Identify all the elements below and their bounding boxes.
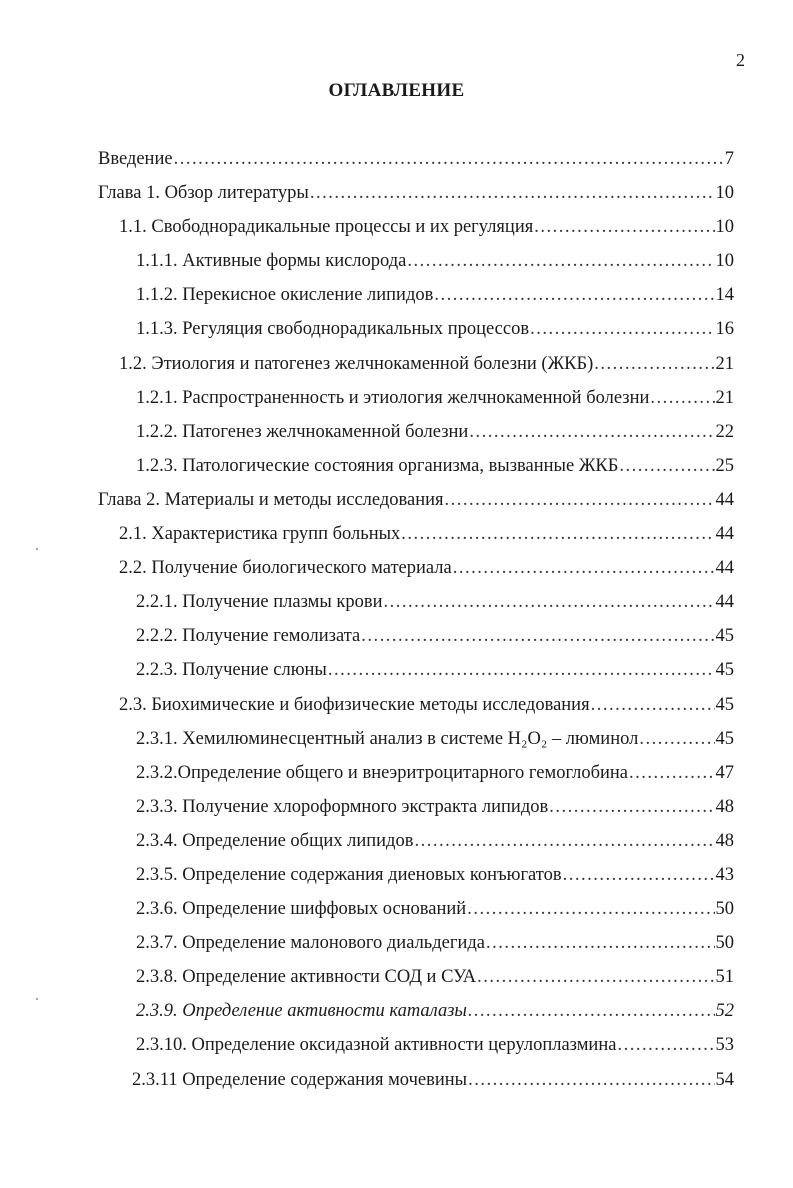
dot-leader	[174, 142, 724, 176]
toc-entry-page: 7	[724, 149, 734, 169]
dot-leader	[549, 790, 714, 824]
toc-entry-2-3-1[interactable]	[98, 722, 734, 756]
toc-entry-text: 1.2.1. Распространенность и этиология желчнокаменной болезни	[136, 387, 650, 408]
toc-entry-page: 44	[715, 489, 734, 510]
toc-entry-text: 1.1.1. Активные формы кислорода	[136, 251, 407, 272]
toc-entry-1-2[interactable]	[98, 347, 734, 381]
toc-entry-page: 14	[715, 285, 734, 306]
dot-leader	[534, 210, 714, 244]
toc-entry-page: 50	[715, 933, 734, 954]
toc-entry-text: 1.1. Свободнорадикальные процессы и их регуляция	[119, 217, 534, 238]
toc-entry-chapter-2[interactable]	[98, 483, 734, 517]
dot-leader	[434, 278, 714, 312]
toc-entry-2-3-11[interactable]	[98, 1063, 734, 1097]
toc-entry-2-2[interactable]	[98, 551, 734, 585]
dot-leader	[401, 517, 714, 551]
toc-entry-2-1[interactable]	[98, 517, 734, 551]
scan-speck	[36, 998, 38, 1000]
toc-entry-page: 45	[715, 728, 734, 749]
toc-entry-page: 10	[715, 251, 734, 272]
toc-entry-text: Глава 1. Обзор литературы	[98, 183, 309, 204]
toc-entry-text: 2.3.6. Определение шиффовых оснований	[136, 899, 467, 920]
toc-entry-2-2-3[interactable]	[98, 653, 734, 687]
toc-entry-text: 1.2.2. Патогенез желчнокаменной болезни	[136, 421, 469, 442]
toc-entry-text: 2.3.9. Определение активности каталазы	[136, 1001, 467, 1022]
toc-entry-1-1[interactable]	[98, 210, 734, 244]
dot-leader	[530, 312, 714, 346]
toc-entry-text: 2.2. Получение биологического материала	[119, 558, 452, 579]
toc-entry-2-3-5[interactable]	[98, 858, 734, 892]
toc-entry-page: 48	[715, 796, 734, 817]
page-number: 2	[736, 50, 745, 70]
toc-entry-2-3-6[interactable]	[98, 892, 734, 926]
toc-entry-text: 2.3.2.Определение общего и внеэритроцитарного гемоглобина	[136, 762, 628, 783]
toc-entry-page: 44	[715, 592, 734, 613]
toc-entry-page: 22	[715, 421, 734, 442]
toc-entry-2-3-7[interactable]	[98, 926, 734, 960]
toc-entry-page: 10	[715, 183, 734, 204]
dot-leader	[629, 756, 715, 790]
dot-leader	[594, 347, 714, 381]
toc-entry-page: 45	[715, 660, 734, 681]
toc-entry-text: 2.3.10. Определение оксидазной активности церулоплазмина	[136, 1035, 617, 1056]
toc-entry-text: Введение	[98, 149, 173, 169]
dot-leader	[563, 858, 715, 892]
page-title: ОГЛАВЛЕНИЕ	[328, 80, 465, 101]
toc-entry-page: 10	[715, 217, 734, 238]
toc-entry-introduction[interactable]	[98, 142, 734, 176]
dot-leader	[310, 176, 715, 210]
dot-leader	[468, 1063, 714, 1097]
toc-entry-text: 2.3.1. Хемилюминесцентный анализ в системе H₂O₂ – люминол	[136, 728, 639, 749]
dot-leader	[591, 688, 715, 722]
toc-entry-page: 45	[715, 626, 734, 647]
dot-leader	[469, 415, 714, 449]
toc-entry-text: 2.3.11 Определение содержания мочевины	[132, 1069, 468, 1090]
dot-leader	[486, 926, 715, 960]
toc-entry-text: 2.2.3. Получение слюны	[136, 660, 327, 681]
toc-entry-1-1-2[interactable]	[98, 278, 734, 312]
toc-entry-page: 50	[715, 899, 734, 920]
toc-entry-1-2-2[interactable]	[98, 415, 734, 449]
toc-entry-1-1-3[interactable]	[98, 312, 734, 346]
scan-speck	[36, 548, 38, 550]
toc-entry-2-3-10[interactable]	[98, 1028, 734, 1062]
dot-leader	[414, 824, 714, 858]
toc-entry-page: 54	[715, 1069, 734, 1090]
toc-entry-2-3[interactable]	[98, 688, 734, 722]
toc-entry-page: 21	[715, 387, 734, 408]
toc-entry-page: 25	[715, 455, 734, 476]
dot-leader	[384, 585, 715, 619]
toc-entry-text: 1.2.3. Патологические состояния организма, вызванные ЖКБ	[136, 455, 619, 476]
toc-entry-page: 44	[715, 558, 734, 579]
toc-entry-text: 2.3.7. Определение малонового диальдегида	[136, 933, 485, 954]
dot-leader	[361, 619, 714, 653]
toc-entry-page: 21	[715, 353, 734, 374]
dot-leader	[617, 1028, 714, 1062]
dot-leader	[453, 551, 715, 585]
toc-entry-text: 2.3.3. Получение хлороформного экстракта липидов	[136, 796, 549, 817]
dot-leader	[467, 892, 714, 926]
dot-leader	[328, 653, 715, 687]
dot-leader	[619, 449, 714, 483]
toc-entry-chapter-1[interactable]	[98, 176, 734, 210]
toc-entry-text: 2.3. Биохимические и биофизические методы исследования	[119, 694, 590, 715]
toc-entry-page: 51	[715, 967, 734, 988]
toc-entry-1-2-3[interactable]	[98, 449, 734, 483]
toc-entry-text: 2.2.2. Получение гемолизата	[136, 626, 361, 647]
dot-leader	[650, 381, 714, 415]
toc-entry-page: 43	[715, 864, 734, 885]
toc-entry-text: 2.3.4. Определение общих липидов	[136, 830, 414, 851]
toc-entry-2-3-8[interactable]	[98, 960, 734, 994]
toc-entry-text: 1.1.3. Регуляция свободнорадикальных процессов	[136, 319, 530, 340]
toc-entry-page: 44	[715, 524, 734, 545]
toc-entry-text: 1.1.2. Перекисное окисление липидов	[136, 285, 434, 306]
table-of-contents	[98, 142, 734, 1097]
toc-entry-text: Глава 2. Материалы и методы исследования	[98, 489, 444, 510]
toc-entry-2-3-4[interactable]	[98, 824, 734, 858]
toc-entry-1-1-1[interactable]	[98, 244, 734, 278]
dot-leader	[407, 244, 714, 278]
toc-entry-1-2-1[interactable]	[98, 381, 734, 415]
toc-entry-text: 2.3.8. Определение активности СОД и СУА	[136, 967, 477, 988]
toc-entry-text: 2.3.5. Определение содержания диеновых конъюгатов	[136, 864, 562, 885]
toc-entry-2-2-1[interactable]	[98, 585, 734, 619]
toc-entry-text: 2.2.1. Получение плазмы крови	[136, 592, 383, 613]
dot-leader	[477, 960, 714, 994]
toc-entry-2-2-2[interactable]	[98, 619, 734, 653]
toc-entry-page: 52	[715, 1001, 734, 1022]
dot-leader	[468, 994, 715, 1028]
toc-entry-page: 53	[715, 1035, 734, 1056]
toc-entry-page: 48	[715, 830, 734, 851]
toc-entry-text: 2.1. Характеристика групп больных	[119, 524, 401, 545]
toc-entry-text: 1.2. Этиология и патогенез желчнокаменной болезни (ЖКБ)	[119, 353, 594, 374]
dot-leader	[445, 483, 715, 517]
toc-entry-2-3-3[interactable]	[98, 790, 734, 824]
toc-entry-page: 47	[715, 762, 734, 783]
toc-entry-page: 16	[715, 319, 734, 340]
toc-entry-2-3-9[interactable]	[98, 994, 734, 1028]
dot-leader	[639, 722, 714, 756]
toc-entry-page: 45	[715, 694, 734, 715]
toc-entry-2-3-2[interactable]	[98, 756, 734, 790]
